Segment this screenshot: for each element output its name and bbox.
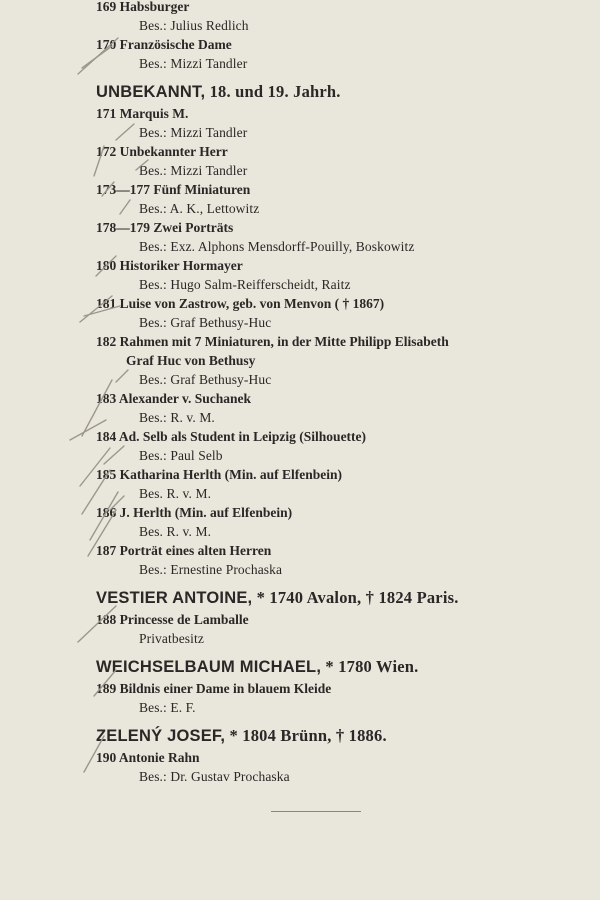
entry-title: 183 Alexander v. Suchanek	[96, 391, 252, 406]
artist-dates: 18. und 19. Jahrh.	[205, 82, 341, 101]
entry-title	[96, 332, 556, 370]
entry-title: 184 Ad. Selb als Student in Leipzig (Silhouette)	[96, 429, 367, 444]
entry-owner: Bes.: Exz. Alphons Mensdorff-Pouilly, Boskowitz	[139, 239, 415, 254]
entry-owner: Bes.: Mizzi Tandler	[139, 125, 248, 140]
entry-owner: Bes.: Graf Bethusy-Huc	[139, 315, 272, 330]
entry-title: 180 Historiker Hormayer	[96, 258, 243, 273]
entry-title-line: 182 Rahmen mit 7 Miniaturen, in der Mitte Philipp Elisabeth	[96, 334, 449, 349]
catalog-entry-170	[96, 35, 556, 73]
entry-title: 172 Unbekannter Herr	[96, 144, 228, 159]
catalog-entry-183	[96, 389, 556, 427]
entry-title: 173—177 Fünf Miniaturen	[96, 182, 251, 197]
artist-name: WEICHSELBAUM MICHAEL,	[96, 658, 322, 676]
entry-title: 178—179 Zwei Porträts	[96, 220, 234, 235]
entry-owner: Bes.: Mizzi Tandler	[139, 163, 248, 178]
artist-name: UNBEKANNT,	[96, 83, 206, 101]
section-heading-zeleny	[96, 725, 556, 747]
entry-title: 171 Marquis M.	[96, 106, 189, 121]
artist-dates: * 1780 Wien.	[321, 657, 419, 676]
catalog-entry-181	[96, 294, 556, 332]
entry-owner: Bes.: Hugo Salm-Reifferscheidt, Raitz	[139, 277, 351, 292]
catalog-entry-189	[96, 679, 556, 717]
entry-title-continuation: Graf Huc von Bethusy	[126, 353, 256, 368]
entry-title: 181 Luise von Zastrow, geb. von Menvon ( † 1867)	[96, 296, 385, 311]
catalog-entry-185	[96, 465, 556, 503]
catalog-entry-173-177	[96, 180, 556, 218]
entry-owner: Privatbesitz	[139, 631, 204, 646]
catalog-entries	[96, 0, 556, 786]
entry-title: 170 Französische Dame	[96, 37, 232, 52]
catalog-entry-182	[96, 332, 556, 389]
catalog-entry-188	[96, 610, 556, 648]
entry-owner: Bes.: Ernestine Prochaska	[139, 562, 283, 577]
catalog-entry-171	[96, 104, 556, 142]
catalog-entry-184	[96, 427, 556, 465]
catalog-entry-178-179	[96, 218, 556, 256]
entry-owner: Bes.: E. F.	[139, 700, 196, 715]
entry-owner: Bes. R. v. M.	[139, 524, 212, 539]
artist-name: VESTIER ANTOINE,	[96, 589, 253, 607]
entry-owner: Bes.: Graf Bethusy-Huc	[139, 372, 272, 387]
artist-dates: * 1740 Avalon, † 1824 Paris.	[252, 588, 459, 607]
catalog-entry-172	[96, 142, 556, 180]
artist-dates: * 1804 Brünn, † 1886.	[225, 726, 387, 745]
section-heading-unbekannt	[96, 81, 556, 103]
entry-title: 185 Katharina Herlth (Min. auf Elfenbein)	[96, 467, 342, 482]
entry-title: 188 Princesse de Lamballe	[96, 612, 249, 627]
catalog-entry-190	[96, 748, 556, 786]
entry-owner: Bes.: R. v. M.	[139, 410, 215, 425]
page-end-divider	[271, 811, 361, 812]
entry-owner: Bes.: A. K., Lettowitz	[139, 201, 260, 216]
entry-title: 189 Bildnis einer Dame in blauem Kleide	[96, 681, 332, 696]
catalog-entry-180	[96, 256, 556, 294]
entry-title: 190 Antonie Rahn	[96, 750, 200, 765]
entry-owner: Bes.: Paul Selb	[139, 448, 223, 463]
entry-title: 169 Habsburger	[96, 0, 190, 14]
artist-name: ZELENÝ JOSEF,	[96, 727, 226, 745]
entry-owner: Bes.: Julius Redlich	[139, 18, 249, 33]
catalog-entry-186	[96, 503, 556, 541]
catalog-entry-187	[96, 541, 556, 579]
entry-title: 186 J. Herlth (Min. auf Elfenbein)	[96, 505, 293, 520]
entry-owner: Bes.: Mizzi Tandler	[139, 56, 248, 71]
entry-title: 187 Porträt eines alten Herren	[96, 543, 272, 558]
section-heading-weichselbaum	[96, 656, 556, 678]
entry-owner: Bes.: Dr. Gustav Prochaska	[139, 769, 290, 784]
catalog-entry-169	[96, 0, 556, 35]
section-heading-vestier	[96, 587, 556, 609]
entry-owner: Bes. R. v. M.	[139, 486, 212, 501]
